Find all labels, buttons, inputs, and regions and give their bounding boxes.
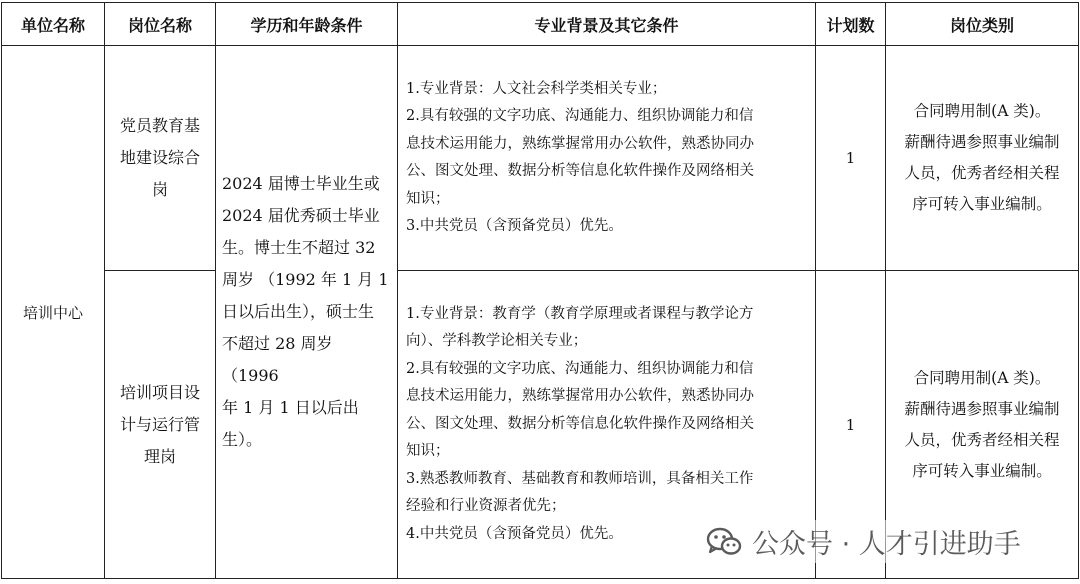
unit-name: 培训中心 (2, 46, 105, 579)
header-education: 学历和年龄条件 (216, 3, 398, 46)
position-line: 理岗 (143, 446, 176, 466)
condition-line: 知识； (406, 190, 450, 207)
category-line: 序可转入事业编制。 (912, 195, 1052, 213)
condition-line: 4.中共党员（含预备党员）优先。 (406, 525, 623, 542)
condition-line: 公、图文处理、数据分析等信息化软件操作及网络相关 (406, 163, 754, 179)
category-line: 人员，优秀者经相关程 (904, 430, 1060, 449)
category-line: 薪酬待遇参照事业编制 (904, 133, 1060, 151)
condition-line: 1.专业背景：教育学（教育学原理或者课程与教学论方 (406, 305, 754, 322)
wechat-icon (706, 527, 742, 557)
education-line: 不超过 28 周岁 （1996 (222, 334, 333, 385)
condition-line: 3.中共党员（含预备党员）优先。 (406, 218, 623, 234)
header-conditions: 专业背景及其它条件 (398, 3, 816, 46)
plan-count: 1 (816, 46, 886, 271)
position-line: 党员教育基 (119, 116, 200, 135)
recruitment-table (1, 2, 1079, 579)
category-line: 合同聘用制(A 类)。 (913, 102, 1051, 120)
category-line: 序可转入事业编制。 (912, 461, 1052, 480)
education-line: 生。博士生不超过 32 (222, 238, 376, 257)
education-line: 年 1 月 1 日以后出生）。 (222, 398, 359, 449)
condition-line: 向）、学科教学论相关专业； (406, 333, 588, 350)
position-name (105, 271, 216, 579)
condition-line: 经验和行业资源者优先； (406, 498, 566, 515)
watermark (700, 520, 1027, 563)
education-line: 周岁 （1992 年 1 月 1 (222, 270, 389, 289)
condition-line: 2.具有较强的文字功底、沟通能力、组织协调能力和信 (406, 108, 754, 124)
position-category (886, 46, 1079, 271)
condition-line: 3.熟悉教师教育、基础教育和教师培训，具备相关工作 (406, 470, 754, 487)
watermark-text: 公众号 · 人才引进助手 (752, 529, 1021, 560)
education-line: 2024 届博士毕业生或 (222, 174, 380, 193)
category-line: 薪酬待遇参照事业编制 (904, 399, 1060, 418)
condition-line: 公、图文处理、数据分析等信息化软件操作及网络相关 (406, 415, 754, 432)
position-line: 培训项目设 (119, 382, 200, 402)
table-row (2, 46, 1079, 271)
condition-line: 息技术运用能力，熟练掌握常用办公软件，熟悉协同办 (406, 135, 754, 152)
header-position: 岗位名称 (105, 3, 216, 46)
category-line: 合同聘用制(A 类)。 (913, 368, 1051, 387)
education-line: 2024 届优秀硕士毕业 (222, 206, 380, 225)
education-line: 日以后出生），硕士生 (222, 302, 375, 321)
position-name (105, 46, 216, 271)
category-line: 人员，优秀者经相关程 (904, 164, 1060, 182)
position-line: 地建设综合 (119, 148, 200, 167)
header-category: 岗位类别 (886, 3, 1079, 46)
condition-line: 1.专业背景：人文社会科学类相关专业； (406, 80, 667, 97)
position-line: 岗 (151, 180, 168, 199)
condition-line: 息技术运用能力，熟练掌握常用办公软件，熟悉协同办 (406, 388, 754, 405)
position-line: 计与运行管 (119, 414, 200, 434)
education-requirements (216, 46, 398, 579)
plan-count: 1 (816, 271, 886, 579)
condition-line: 知识； (406, 443, 450, 460)
conditions (398, 46, 816, 271)
header-unit: 单位名称 (2, 3, 105, 46)
condition-line: 2.具有较强的文字功底、沟通能力、组织协调能力和信 (406, 360, 754, 377)
header-plan: 计划数 (816, 3, 886, 46)
header-row (2, 3, 1079, 46)
